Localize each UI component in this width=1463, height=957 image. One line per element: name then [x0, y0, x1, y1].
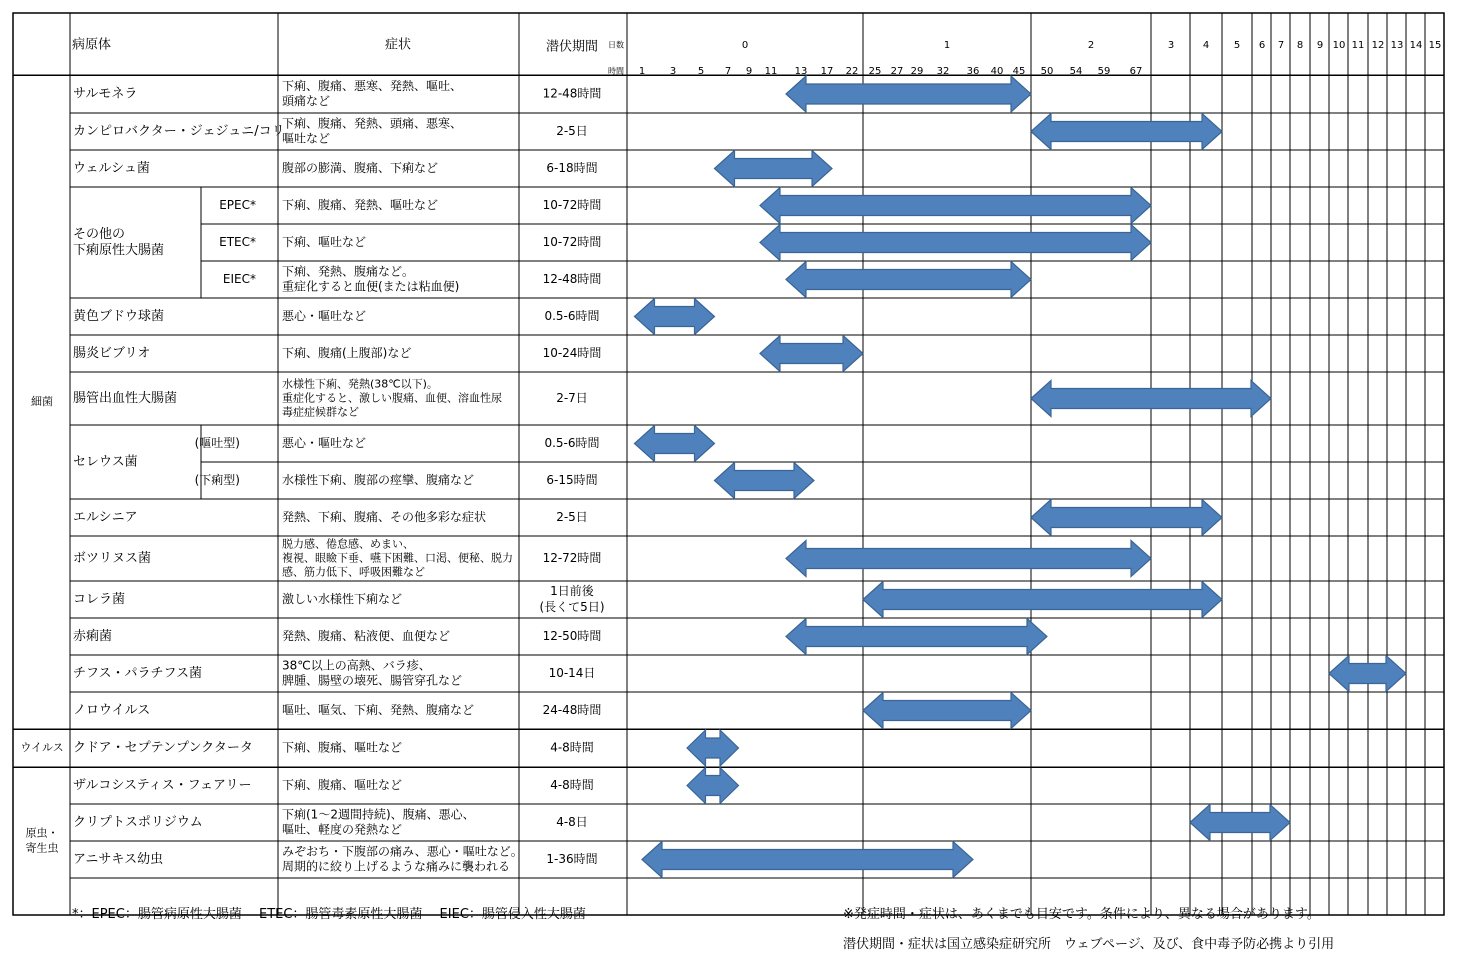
day-tick-label: 14	[1409, 40, 1423, 51]
hour-tick-label: 67	[1129, 66, 1143, 77]
symptom-text: 水様性下痢、発熱(38℃以下)。	[282, 377, 438, 391]
incubation-range-arrow	[1031, 114, 1222, 150]
pathogen-name: エルシニア	[73, 510, 138, 525]
symptom-text: 嘔吐など	[282, 131, 331, 146]
incubation-range-arrow	[635, 299, 715, 335]
subgroup-label: 下痢原性大腸菌	[73, 243, 165, 258]
symptom-text: 嘔吐、嘔気、下痢、発熱、腹痛など	[282, 703, 475, 717]
symptom-text: 複視、眼瞼下垂、嚥下困難、口渇、便秘、脱力	[282, 551, 513, 565]
footnote-source: 潜伏期間・症状は国立感染症研究所 ウェブページ、及び、食中毒予防必携より引用	[843, 937, 1335, 952]
pathogen-name: ノロウイルス	[73, 703, 151, 718]
incubation-range-arrow	[760, 188, 1151, 224]
subtype-name: (下痢型)	[194, 473, 240, 487]
incubation-period: 1日前後	[550, 584, 594, 598]
day-tick-label: 10	[1332, 40, 1346, 51]
pathogen-name: 腸管出血性大腸菌	[73, 391, 178, 406]
symptom-text: 下痢、発熱、腹痛など。	[282, 264, 415, 279]
symptom-text: 嘔吐、軽度の発熱など	[282, 822, 403, 837]
incubation-period: 2-7日	[556, 391, 588, 405]
incubation-period: 6-15時間	[546, 473, 598, 487]
hour-tick-label: 1	[638, 66, 646, 77]
pathogen-name: ウェルシュ菌	[73, 161, 150, 176]
incubation-period: 12-50時間	[542, 629, 602, 643]
incubation-range-arrow	[786, 541, 1151, 577]
day-tick-label: 7	[1277, 40, 1285, 51]
symptom-text: 下痢、腹痛、悪寒、発熱、嘔吐、	[282, 79, 463, 93]
pathogen-name: サルモネラ	[73, 86, 138, 102]
pathogen-name: ボツリヌス菌	[73, 551, 152, 566]
incubation-period: 10-72時間	[542, 198, 602, 212]
incubation-range-arrow	[760, 225, 1151, 261]
hour-tick-label: 32	[936, 66, 950, 77]
pathogen-name: チフス・パラチフス菌	[73, 666, 202, 681]
symptom-text: 水様性下痢、腹部の痙攣、腹痛など	[282, 473, 475, 487]
group-label: ウイルス	[20, 741, 64, 754]
footnote-abbreviations: *：EPEC：腸管病原性大腸菌 ETEC：腸管毒素原性大腸菌 EIEC：腸管侵入性大腸菌	[72, 907, 586, 922]
pathogen-name: 赤痢菌	[73, 629, 113, 644]
incubation-period: 0.5-6時間	[544, 309, 600, 323]
pathogen-name: 腸炎ビブリオ	[73, 346, 151, 361]
incubation-range-arrow	[635, 426, 715, 462]
hour-tick-label: 5	[697, 66, 705, 77]
symptom-text: 脾腫、腸壁の壊死、腸管穿孔など	[282, 673, 463, 688]
symptom-text: 下痢、嘔吐など	[282, 235, 367, 249]
day-tick-label: 9	[1316, 40, 1324, 51]
symptom-text: 周期的に絞り上げるような痛みに襲われる	[282, 859, 511, 874]
day-tick-label: 2	[1087, 40, 1095, 51]
day-tick-label: 4	[1202, 40, 1210, 51]
symptom-text: 下痢、腹痛、発熱、頭痛、悪寒、	[282, 116, 463, 131]
incubation-period: 0.5-6時間	[544, 436, 600, 450]
incubation-period: 12-48時間	[542, 86, 602, 101]
incubation-period: 10-24時間	[542, 346, 602, 360]
incubation-period: 1-36時間	[546, 852, 598, 866]
pathogen-name: ザルコシスティス・フェアリー	[73, 778, 252, 793]
incubation-range-arrow	[687, 768, 739, 804]
incubation-range-arrow	[786, 76, 1031, 112]
day-tick-label: 3	[1167, 40, 1175, 51]
hour-tick-label: 3	[669, 66, 677, 77]
header-incubation: 潜伏期間	[545, 39, 599, 55]
incubation-period: 12-48時間	[542, 272, 602, 286]
group-label: 細菌	[31, 395, 53, 408]
footnote-disclaimer: ※発症時間・症状は、あくまでも目安です。条件により、異なる場合があります。	[843, 907, 1320, 922]
pathogen-name: クリプトスポリジウム	[73, 815, 203, 830]
pathogen-name: カンピロバクター・ジェジュニ/コリ	[73, 124, 285, 139]
hour-tick-label: 54	[1069, 66, 1083, 77]
header-days-label: 日数	[608, 40, 624, 50]
symptom-text: 腹部の膨満、腹痛、下痢など	[282, 161, 439, 175]
incubation-period: (長くて5日)	[539, 600, 605, 614]
incubation-period: 12-72時間	[542, 551, 602, 565]
incubation-range-arrow	[1190, 805, 1290, 841]
group-label: 寄生虫	[25, 841, 59, 855]
day-tick-label: 6	[1258, 40, 1266, 51]
incubation-period: 4-8時間	[550, 740, 594, 755]
incubation-range-arrow	[642, 842, 973, 878]
incubation-period: 10-14日	[548, 666, 596, 680]
hour-tick-label: 36	[966, 66, 980, 77]
symptom-text: 頭痛など	[282, 94, 331, 108]
incubation-range-arrow	[687, 730, 739, 766]
symptom-text: 毒症症候群など	[282, 405, 359, 419]
incubation-period: 24-48時間	[542, 703, 602, 717]
symptom-text: 下痢、腹痛、嘔吐など	[282, 778, 403, 792]
subgroup-label: セレウス菌	[73, 454, 138, 470]
hour-tick-label: 50	[1040, 66, 1054, 77]
subtype-name: (嘔吐型)	[194, 436, 240, 450]
symptom-text: 脱力感、倦怠感、めまい、	[282, 537, 414, 551]
hour-tick-label: 11	[764, 66, 778, 77]
group-label: 原虫・	[25, 826, 59, 840]
incubation-period: 6-18時間	[546, 161, 598, 175]
symptom-text: 悪心・嘔吐など	[282, 309, 367, 323]
incubation-range-arrow	[715, 463, 815, 499]
hour-tick-label: 59	[1097, 66, 1111, 77]
symptom-text: 発熱、下痢、腹痛、その他多彩な症状	[282, 510, 487, 524]
subtype-name: EPEC*	[219, 198, 256, 212]
header-hours-label: 時間	[608, 66, 624, 76]
day-tick-label: 8	[1296, 40, 1304, 51]
incubation-period: 2-5日	[556, 510, 588, 524]
hour-tick-label: 27	[890, 66, 904, 77]
day-tick-label: 11	[1351, 40, 1365, 51]
symptom-text: 感、筋力低下、呼吸困難など	[282, 565, 425, 579]
symptom-text: 下痢、腹痛(上腹部)など	[282, 346, 412, 360]
day-tick-label: 12	[1371, 40, 1385, 51]
symptom-text: 38℃以上の高熱、バラ疹、	[282, 658, 431, 673]
incubation-period: 10-72時間	[542, 235, 602, 249]
symptom-text: 悪心・嘔吐など	[282, 436, 367, 450]
day-tick-label: 13	[1390, 40, 1404, 51]
incubation-period: 4-8日	[556, 815, 588, 829]
pathogen-name: クドア・セプテンプンクタータ	[73, 740, 253, 756]
hour-tick-label: 22	[845, 66, 859, 77]
hour-tick-label: 17	[820, 66, 834, 77]
hour-tick-label: 9	[745, 66, 753, 77]
symptom-text: 下痢、腹痛、嘔吐など	[282, 740, 403, 755]
subgroup-label: その他の	[73, 227, 126, 242]
hour-tick-label: 13	[794, 66, 808, 77]
hour-tick-label: 40	[990, 66, 1004, 77]
day-tick-label: 15	[1428, 40, 1442, 51]
symptom-text: 下痢、腹痛、発熱、嘔吐など	[282, 198, 439, 212]
symptom-text: みぞおち・下腹部の痛み、悪心・嘔吐など。	[282, 844, 523, 859]
incubation-range-arrow	[786, 262, 1031, 298]
pathogen-name: アニサキス幼虫	[73, 852, 164, 867]
day-tick-label: 1	[943, 40, 951, 51]
incubation-range-arrow	[863, 582, 1222, 618]
subtype-name: EIEC*	[222, 272, 256, 286]
incubation-range-arrow	[863, 693, 1031, 729]
hour-tick-label: 29	[910, 66, 924, 77]
incubation-range-arrow	[1031, 500, 1222, 536]
header-symptoms: 症状	[384, 37, 412, 53]
symptom-text: 激しい水様性下痢など	[282, 592, 403, 606]
incubation-range-arrow	[715, 151, 833, 187]
pathogen-name: 黄色ブドウ球菌	[73, 309, 165, 324]
hour-tick-label: 7	[724, 66, 732, 77]
day-tick-label: 0	[741, 40, 749, 51]
subtype-name: ETEC*	[219, 235, 256, 249]
incubation-period: 4-8時間	[550, 778, 594, 792]
symptom-text: 発熱、腹痛、粘液便、血便など	[282, 629, 451, 643]
incubation-range-arrow	[760, 336, 863, 372]
day-tick-label: 5	[1233, 40, 1241, 51]
incubation-period: 2-5日	[556, 124, 588, 138]
symptom-text: 下痢(1～2週間持続)、腹痛、悪心、	[282, 807, 475, 822]
pathogen-name: コレラ菌	[73, 592, 126, 607]
hour-tick-label: 45	[1012, 66, 1026, 77]
hour-tick-label: 25	[868, 66, 882, 77]
incubation-range-arrow	[786, 619, 1047, 655]
header-pathogen: 病原体	[72, 37, 112, 53]
symptom-text: 重症化すると、激しい腹痛、血便、溶血性尿	[282, 391, 502, 405]
symptom-text: 重症化すると血便(または粘血便)	[282, 279, 460, 294]
